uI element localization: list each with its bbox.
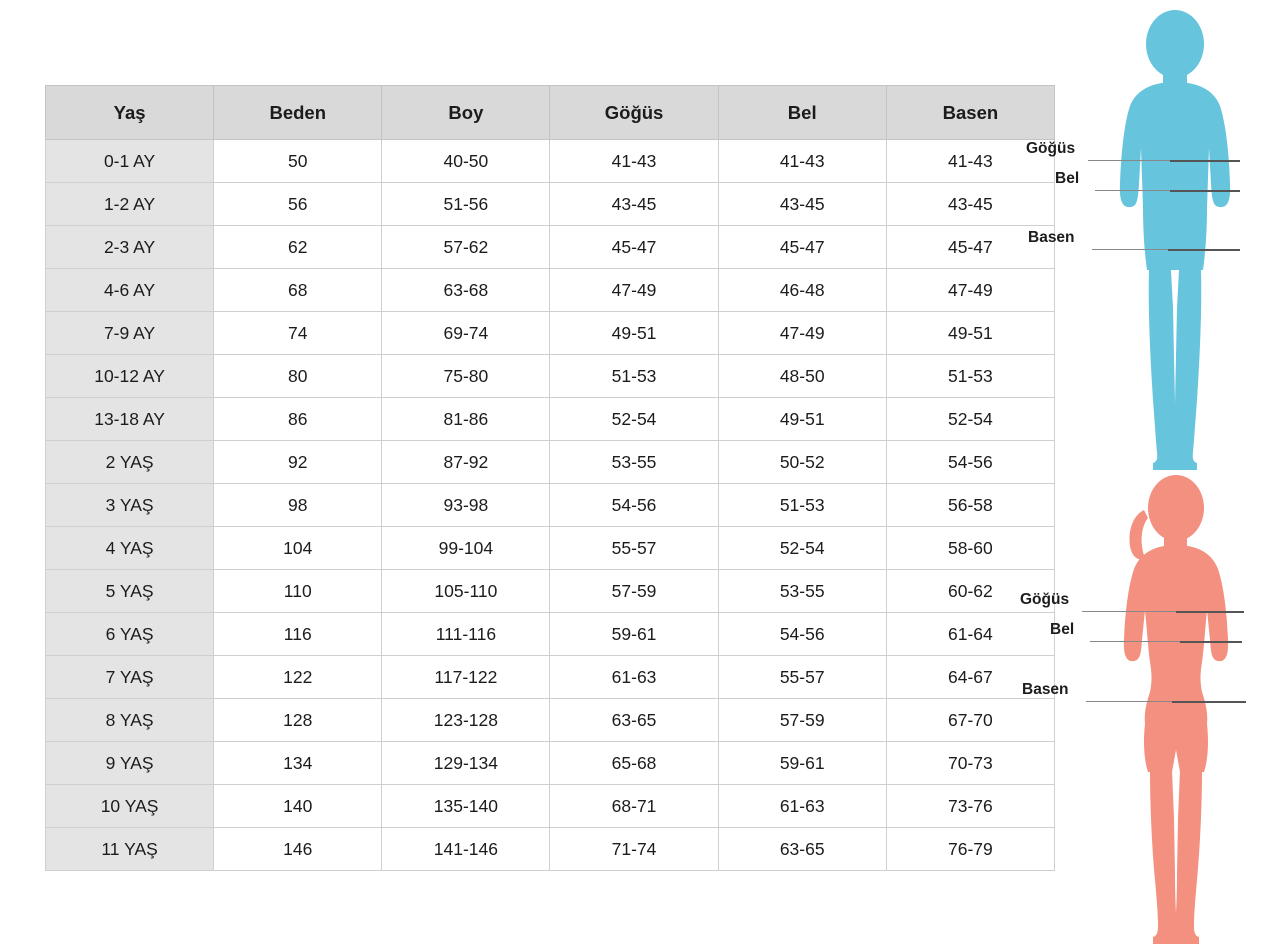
cell-boy: 57-62: [382, 226, 550, 269]
boy-waist-label: Bel: [1055, 170, 1080, 187]
cell-age: 2 YAŞ: [46, 441, 214, 484]
cell-age: 3 YAŞ: [46, 484, 214, 527]
cell-bel: 53-55: [718, 570, 886, 613]
cell-beden: 128: [214, 699, 382, 742]
cell-boy: 111-116: [382, 613, 550, 656]
boy-hip-line: [1168, 249, 1240, 251]
cell-age: 13-18 AY: [46, 398, 214, 441]
boy-figure-block: [1026, 8, 1280, 478]
cell-basen: 45-47: [886, 226, 1054, 269]
cell-boy: 117-122: [382, 656, 550, 699]
cell-basen: 54-56: [886, 441, 1054, 484]
cell-bel: 59-61: [718, 742, 886, 785]
girl-chest-line: [1176, 611, 1244, 613]
cell-basen: 67-70: [886, 699, 1054, 742]
cell-age: 9 YAŞ: [46, 742, 214, 785]
table-row: [46, 269, 1055, 312]
table-row: [46, 441, 1055, 484]
cell-boy: 63-68: [382, 269, 550, 312]
boy-chest-line: [1170, 160, 1240, 162]
cell-beden: 110: [214, 570, 382, 613]
cell-age: 2-3 AY: [46, 226, 214, 269]
cell-boy: 69-74: [382, 312, 550, 355]
cell-beden: 80: [214, 355, 382, 398]
cell-age: 10 YAŞ: [46, 785, 214, 828]
cell-beden: 122: [214, 656, 382, 699]
cell-age: 6 YAŞ: [46, 613, 214, 656]
cell-beden: 86: [214, 398, 382, 441]
girl-chest-label: Göğüs: [1020, 591, 1070, 608]
cell-bel: 63-65: [718, 828, 886, 871]
cell-bel: 54-56: [718, 613, 886, 656]
cell-boy: 93-98: [382, 484, 550, 527]
cell-basen: 41-43: [886, 140, 1054, 183]
cell-bel: 50-52: [718, 441, 886, 484]
cell-basen: 58-60: [886, 527, 1054, 570]
cell-gogus: 52-54: [550, 398, 718, 441]
cell-age: 7-9 AY: [46, 312, 214, 355]
boy-waist-line: [1170, 190, 1240, 192]
boy-hip-leader: [1092, 249, 1176, 250]
cell-basen: 43-45: [886, 183, 1054, 226]
table-row: [46, 484, 1055, 527]
cell-basen: 73-76: [886, 785, 1054, 828]
cell-bel: 43-45: [718, 183, 886, 226]
cell-beden: 50: [214, 140, 382, 183]
cell-beden: 68: [214, 269, 382, 312]
table-row: [46, 312, 1055, 355]
cell-age: 10-12 AY: [46, 355, 214, 398]
body-figures-panel: [1020, 0, 1280, 948]
cell-bel: 45-47: [718, 226, 886, 269]
table-body: [46, 140, 1055, 871]
cell-gogus: 47-49: [550, 269, 718, 312]
cell-boy: 87-92: [382, 441, 550, 484]
column-header-boy: Boy: [382, 86, 550, 140]
table-row: [46, 527, 1055, 570]
cell-beden: 116: [214, 613, 382, 656]
column-header-age: Yaş: [46, 86, 214, 140]
table-row: [46, 398, 1055, 441]
cell-boy: 129-134: [382, 742, 550, 785]
table-row: [46, 355, 1055, 398]
cell-boy: 105-110: [382, 570, 550, 613]
cell-gogus: 59-61: [550, 613, 718, 656]
cell-gogus: 65-68: [550, 742, 718, 785]
boy-waist-leader: [1095, 190, 1175, 191]
table-row: [46, 656, 1055, 699]
cell-basen: 56-58: [886, 484, 1054, 527]
cell-gogus: 63-65: [550, 699, 718, 742]
size-chart-table: [45, 85, 1055, 871]
cell-bel: 46-48: [718, 269, 886, 312]
cell-basen: 70-73: [886, 742, 1054, 785]
table-row: [46, 699, 1055, 742]
cell-age: 4-6 AY: [46, 269, 214, 312]
girl-hip-label: Basen: [1022, 681, 1069, 698]
cell-boy: 123-128: [382, 699, 550, 742]
girl-waist-line: [1180, 641, 1242, 643]
cell-gogus: 54-56: [550, 484, 718, 527]
column-header-beden: Beden: [214, 86, 382, 140]
cell-age: 5 YAŞ: [46, 570, 214, 613]
table-row: [46, 570, 1055, 613]
cell-bel: 57-59: [718, 699, 886, 742]
cell-bel: 51-53: [718, 484, 886, 527]
cell-bel: 49-51: [718, 398, 886, 441]
cell-age: 7 YAŞ: [46, 656, 214, 699]
column-header-gogus: Göğüs: [550, 86, 718, 140]
cell-boy: 135-140: [382, 785, 550, 828]
cell-bel: 55-57: [718, 656, 886, 699]
cell-age: 4 YAŞ: [46, 527, 214, 570]
cell-boy: 99-104: [382, 527, 550, 570]
cell-gogus: 68-71: [550, 785, 718, 828]
boy-figure: [1100, 8, 1250, 478]
table-row: [46, 226, 1055, 269]
cell-boy: 81-86: [382, 398, 550, 441]
table-row: [46, 613, 1055, 656]
boy-chest-label: Göğüs: [1026, 140, 1076, 157]
cell-bel: 61-63: [718, 785, 886, 828]
cell-basen: 49-51: [886, 312, 1054, 355]
cell-age: 0-1 AY: [46, 140, 214, 183]
cell-gogus: 55-57: [550, 527, 718, 570]
cell-gogus: 41-43: [550, 140, 718, 183]
cell-gogus: 45-47: [550, 226, 718, 269]
cell-gogus: 51-53: [550, 355, 718, 398]
girl-chest-leader: [1082, 611, 1182, 612]
table-header: [46, 86, 1055, 140]
size-chart-container: [45, 85, 1055, 871]
cell-basen: 60-62: [886, 570, 1054, 613]
cell-gogus: 71-74: [550, 828, 718, 871]
cell-beden: 74: [214, 312, 382, 355]
cell-basen: 52-54: [886, 398, 1054, 441]
girl-figure: [1100, 470, 1250, 948]
cell-beden: 146: [214, 828, 382, 871]
cell-gogus: 49-51: [550, 312, 718, 355]
cell-bel: 48-50: [718, 355, 886, 398]
girl-waist-leader: [1090, 641, 1186, 642]
cell-gogus: 57-59: [550, 570, 718, 613]
cell-beden: 62: [214, 226, 382, 269]
table-row: [46, 785, 1055, 828]
girl-waist-label: Bel: [1050, 621, 1075, 638]
cell-age: 8 YAŞ: [46, 699, 214, 742]
cell-boy: 75-80: [382, 355, 550, 398]
cell-beden: 92: [214, 441, 382, 484]
boy-chest-leader: [1088, 160, 1176, 161]
column-header-bel: Bel: [718, 86, 886, 140]
cell-beden: 104: [214, 527, 382, 570]
cell-basen: 47-49: [886, 269, 1054, 312]
cell-gogus: 53-55: [550, 441, 718, 484]
column-header-basen: Basen: [886, 86, 1054, 140]
cell-beden: 98: [214, 484, 382, 527]
boy-hip-label: Basen: [1028, 229, 1075, 246]
table-row: [46, 742, 1055, 785]
girl-hip-leader: [1086, 701, 1182, 702]
cell-basen: 76-79: [886, 828, 1054, 871]
table-header-row: [46, 86, 1055, 140]
cell-beden: 134: [214, 742, 382, 785]
cell-beden: 140: [214, 785, 382, 828]
girl-figure-block: [1020, 470, 1280, 948]
cell-basen: 61-64: [886, 613, 1054, 656]
cell-bel: 47-49: [718, 312, 886, 355]
cell-age: 1-2 AY: [46, 183, 214, 226]
cell-gogus: 61-63: [550, 656, 718, 699]
cell-boy: 40-50: [382, 140, 550, 183]
cell-bel: 52-54: [718, 527, 886, 570]
girl-hip-line: [1172, 701, 1246, 703]
table-row: [46, 828, 1055, 871]
cell-beden: 56: [214, 183, 382, 226]
cell-gogus: 43-45: [550, 183, 718, 226]
table-row: [46, 183, 1055, 226]
cell-basen: 51-53: [886, 355, 1054, 398]
table-row: [46, 140, 1055, 183]
cell-boy: 141-146: [382, 828, 550, 871]
cell-age: 11 YAŞ: [46, 828, 214, 871]
cell-boy: 51-56: [382, 183, 550, 226]
cell-bel: 41-43: [718, 140, 886, 183]
cell-basen: 64-67: [886, 656, 1054, 699]
